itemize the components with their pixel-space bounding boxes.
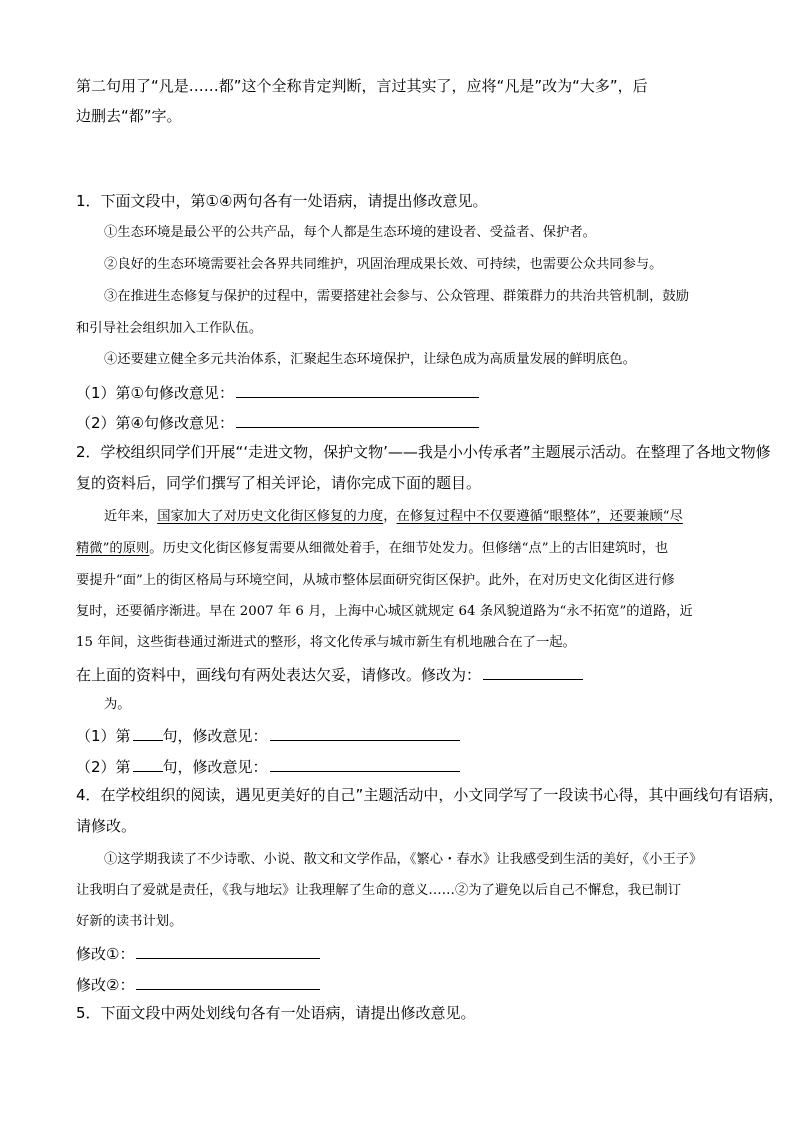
q2-title-2: 复的资料后，同学们撰写了相关评论，请你完成下面的题目。	[76, 474, 482, 492]
q1-answer-1-blank[interactable]	[236, 383, 479, 398]
q2-answer-2-post: 句，修改意见：	[162, 758, 268, 776]
intro-line-2: 边删去“都”字。	[76, 107, 182, 125]
q2-passage-text: 。历史文化街区修复需要从细微处着手，在细节处发力。但修缮“点”上的古旧建筑时，也	[149, 541, 669, 556]
q1-answer-2	[76, 413, 479, 431]
q2-passage-text: ，	[383, 509, 397, 524]
q2-answer-1-blank[interactable]	[270, 726, 460, 741]
q1-answer-2-blank[interactable]	[236, 413, 479, 428]
q2-ask-blank[interactable]	[483, 665, 583, 680]
q1-sentence-3b: 和引导社会组织加入工作队伍。	[76, 321, 263, 336]
q2-underlined-sentence-1: 国家加大了对历史文化街区修复的力度	[157, 509, 384, 524]
q4-fix-1-blank[interactable]	[136, 944, 320, 959]
q4-fix-2	[76, 975, 320, 993]
q2-answer-2-blank[interactable]	[270, 757, 460, 772]
q4-fix-1-label: 修改①：	[76, 945, 135, 963]
q2-title-1: 2．学校组织同学们开展“‘走进文物，保护文物’——我是小小传承者”主题展示活动。在整理了各地文物修	[76, 443, 771, 461]
q1-sentence-2: ②良好的生态环境需要社会各界共同维护，巩固治理成果长效、可持续，也需要公众共同参与。	[104, 257, 663, 272]
q5-title: 5．下面文段中两处划线句各有一处语病，请提出修改意见。	[76, 1004, 476, 1022]
q2-wei: 为。	[104, 697, 131, 712]
q4-title-2: 请修改。	[76, 817, 137, 835]
q1-answer-2-label: （2）第④句修改意见：	[76, 414, 234, 432]
q2-answer-2	[76, 757, 460, 775]
q2-answer-1-sentence-blank[interactable]	[133, 726, 163, 741]
intro-line-1: 第二句用了“凡是……都”这个全称肯定判断，言过其实了，应将“凡是”改为“大多”，后	[76, 77, 648, 95]
q1-title: 1．下面文段中，第①④两句各有一处语病，请提出修改意见。	[76, 192, 488, 210]
q2-ask	[76, 665, 583, 683]
q4-passage-line-3: 好新的读书计划。	[76, 914, 183, 929]
q1-sentence-1: ①生态环境是最公平的公共产品，每个人都是生态环境的建设者、受益者、保护者。	[104, 225, 596, 240]
q2-ask-label: 在上面的资料中，画线句有两处表达欠妥，请修改。修改为：	[76, 666, 482, 684]
q4-fix-2-label: 修改②：	[76, 976, 135, 994]
q2-passage-text: 近年来，	[104, 509, 158, 524]
q2-passage-line-4: 复时，还要循序渐进。早在 2007 年 6 月，上海中心城区就规定 64 条风貌道路为“永不拓宽”的道路，近	[76, 604, 693, 619]
q1-answer-1-label: （1）第①句修改意见：	[76, 384, 234, 402]
q1-sentence-3a: ③在推进生态修复与保护的过程中，需要搭建社会参与、公众管理、群策群力的共治共管机制，鼓励	[104, 289, 690, 304]
q2-answer-1-post: 句，修改意见：	[162, 727, 268, 745]
q2-answer-2-pre: （2）第	[76, 758, 131, 776]
q2-answer-1	[76, 726, 460, 744]
q4-fix-1	[76, 944, 320, 962]
q2-passage-line-5: 15 年间，这些街巷通过渐进式的整形，将文化传承与城市新生有机地融合在了一起。	[76, 635, 576, 650]
q1-answer-1	[76, 383, 479, 401]
q1-sentence-4: ④还要建立健全多元共治体系，汇聚起生态环境保护，让绿色成为高质量发展的鲜明底色。	[104, 352, 636, 367]
q2-answer-1-pre: （1）第	[76, 727, 131, 745]
q2-underlined-sentence-2-cont: 精微”的原则	[76, 541, 150, 556]
q4-title-1: 4．在学校组织的阅读，遇见更美好的自己”主题活动中，小文同学写了一段读书心得，其中画线句有语病，	[76, 786, 784, 804]
q2-underlined-sentence-2: 在修复过程中不仅要遵循“眼整体”，还要兼顾“尽	[396, 509, 683, 524]
q4-passage-line-1: ①这学期我读了不少诗歌、小说、散文和文学作品，《繁心・春水》让我感受到生活的美好，《小王子》	[104, 852, 703, 867]
q2-answer-2-sentence-blank[interactable]	[133, 757, 163, 772]
q4-passage-line-2: 让我明白了爱就是责任，《我与地坛》让我理解了生命的意义……②为了避免以后自己不懈怠，我已制订	[76, 883, 682, 898]
q2-passage-line-3: 要提升“面”上的街区格局与环境空间，从城市整体层面研究街区保护。此外，在对历史文化街区进行修	[76, 573, 675, 588]
q2-passage-line-1	[104, 510, 683, 523]
q4-fix-2-blank[interactable]	[136, 975, 320, 990]
q2-passage-line-2	[76, 542, 668, 555]
